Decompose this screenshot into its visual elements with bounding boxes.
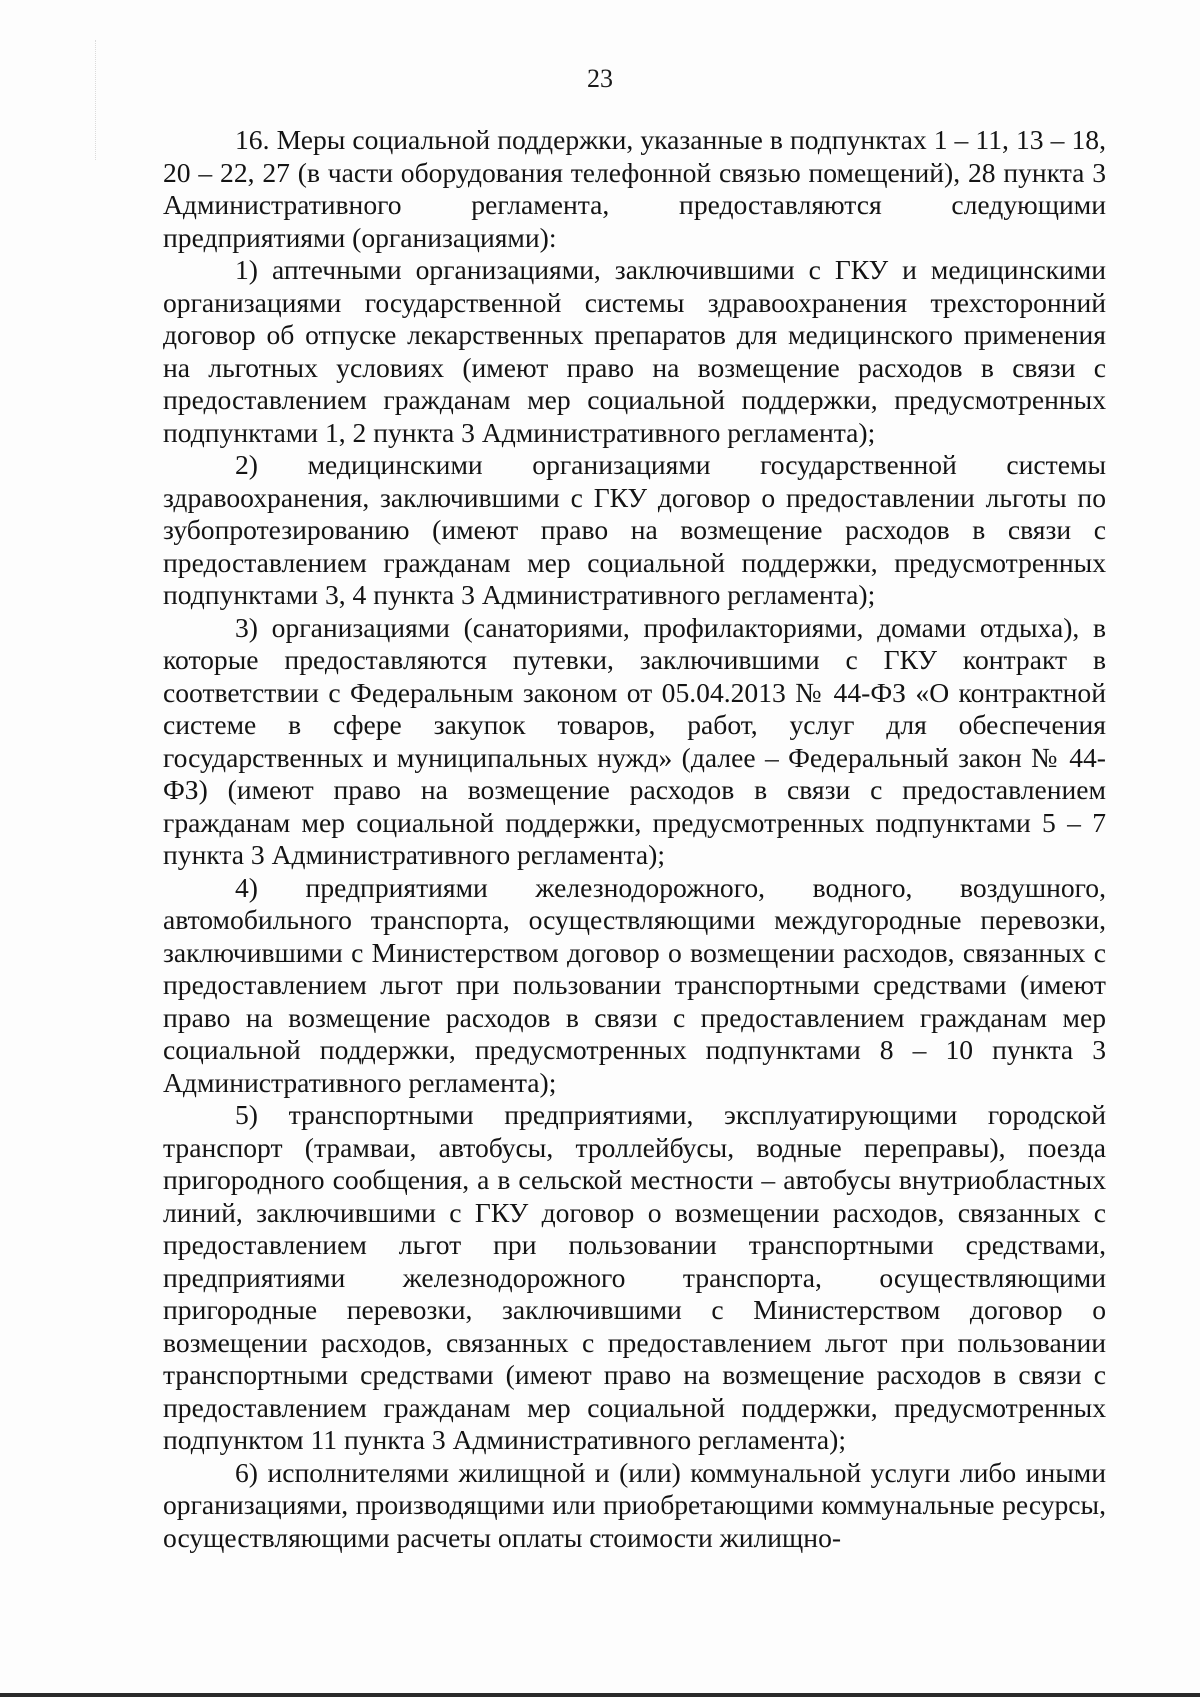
scan-bottom-edge (0, 1693, 1200, 1697)
paragraph-item-2: 2) медицинскими организациями государственной системы здравоохранения, заключившими с ГКУ договор о предоставлении льготы по зубопротезированию (имеют право на возмещение расходов в связи с предоставлением гражданам мер социальной поддержки, предусмотренных подпунктами 3, 4 пункта 3 Административного регламента); (163, 449, 1106, 610)
paragraph-item-1: 1) аптечными организациями, заключившими с ГКУ и медицинскими организациями государственной системы здравоохранения трехсторонний договор об отпуске лекарственных препаратов для медицинского применения на льготных условиях (имеют право на возмещение расходов в связи с предоставлением гражданам мер социальной поддержки, предусмотренных подпунктами 1, 2 пункта 3 Административного регламента); (163, 254, 1106, 448)
page-number: 23 (587, 64, 613, 93)
paragraph-item-4: 4) предприятиями железнодорожного, водного, воздушного, автомобильного транспорта, осуществляющими междугородные перевозки, заключившими с Министерством договор о возмещении расходов, связанных с предоставлением льгот при пользовании транспортными средствами (имеют право на возмещение расходов в связи с предоставлением гражданам мер социальной поддержки, предусмотренных подпунктами 8 – 10 пункта 3 Административного регламента); (163, 871, 1106, 1098)
paragraph-item-3: 3) организациями (санаториями, профилакториями, домами отдыха), в которые предоставляются путевки, заключившими с ГКУ контракт в соответствии с Федеральным законом от 05.04.2013 № 44-ФЗ «О контрактной системе в сфере закупок товаров, работ, услуг для обеспечения государственных и муниципальных нужд» (далее – Федеральный закон № 44-ФЗ) (имеют право на возмещение расходов в связи с предоставлением гражданам мер социальной поддержки, предусмотренных подпунктами 5 – 7 пункта 3 Административного регламента); (163, 611, 1106, 870)
paragraph-16-intro: 16. Меры социальной поддержки, указанные в подпунктах 1 – 11, 13 – 18, 20 – 22, 27 (в части оборудования телефонной связью помещений), 28 пункта 3 Административного регламента, предоставляются следующими предприятиями (организациями): (163, 124, 1106, 253)
document-body (163, 124, 1106, 1554)
scan-margin-marks (95, 40, 116, 160)
paragraph-item-6: 6) исполнителями жилищной и (или) коммунальной услуги либо иными организациями, производящими или приобретающими коммунальные ресурсы, осуществляющими расчеты оплаты стоимости жилищно- (163, 1456, 1106, 1553)
paragraph-item-5: 5) транспортными предприятиями, эксплуатирующими городской транспорт (трамваи, автобусы, троллейбусы, водные переправы), поезда пригородного сообщения, а в сельской местности – автобусы внутриобластных линий, заключившими с ГКУ договор о возмещении расходов, связанных с предоставлением льгот при пользовании транспортными средствами, предприятиями железнодорожного транспорта, осуществляющими пригородные перевозки, заключившими с Министерством договор о возмещении расходов, связанных с предоставлением льгот при пользовании транспортными средствами (имеют право на возмещение расходов в связи с предоставлением гражданам мер социальной поддержки, предусмотренных подпунктом 11 пункта 3 Административного регламента); (163, 1099, 1106, 1455)
